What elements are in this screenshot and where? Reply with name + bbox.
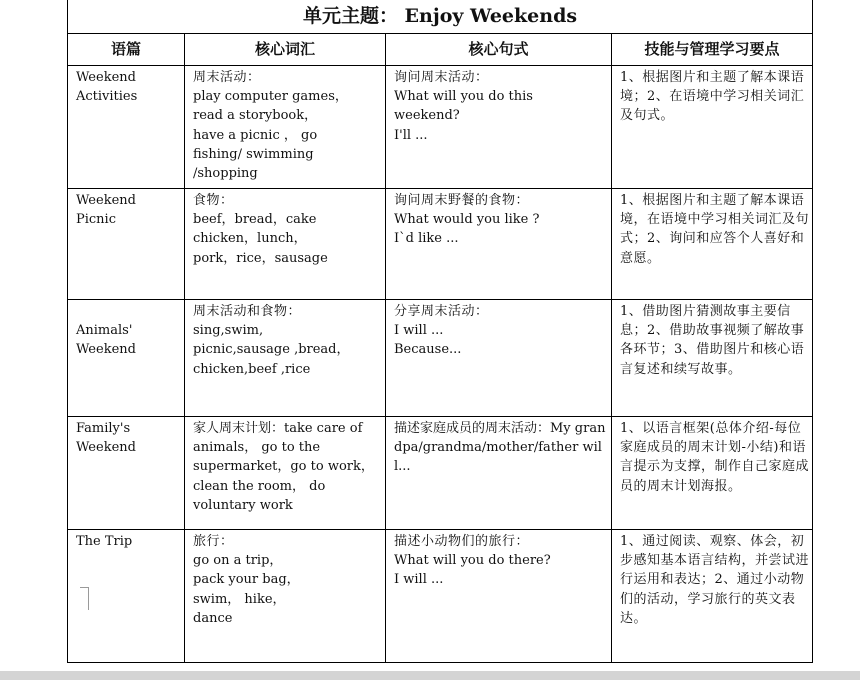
table-row	[68, 417, 813, 530]
points-cell: 1、以语言框架(总体介绍-每位家庭成员的周末计划-小结)和语言提示为支撑，制作自己家庭成员的周末计划海报。	[612, 417, 813, 530]
vocab-cell: 食物： beef，bread，cake chicken，lunch， pork，rice，sausage	[185, 189, 386, 300]
points-cell: 1、借助图片猜测故事主要信息；2、借助故事视频了解故事各环节；3、借助图片和核心语言复述和续写故事。	[612, 300, 813, 417]
vocab-cell: 家人周末计划：take care of animals， go to the supermarket，go to work，clean the room， do voluntary work	[185, 417, 386, 530]
bottom-scroll-bar	[0, 671, 860, 680]
table-row	[68, 189, 813, 300]
header-sentences: 核心句式	[386, 34, 612, 66]
sentences-cell: 分享周末活动： I will ... Because...	[386, 300, 612, 417]
sentences-cell: 询问周末活动： What will you do this weekend? I'll ...	[386, 66, 612, 189]
header-vocab: 核心词汇	[185, 34, 386, 66]
points-cell: 1、根据图片和主题了解本课语境，在语境中学习相关词汇及句式；2、询问和应答个人喜好和意愿。	[612, 189, 813, 300]
points-cell: 1、通过阅读、观察、体会，初步感知基本语言结构，并尝试进行运用和表达；2、通过小动物们的活动，学习旅行的英文表达。	[612, 530, 813, 663]
vocab-cell: 周末活动和食物： sing,swim, picnic,sausage ,bread， chicken,beef ,rice	[185, 300, 386, 417]
sentences-cell: 询问周末野餐的食物： What would you like ? I`d like ...	[386, 189, 612, 300]
lesson-cell: Weekend Activities	[68, 66, 185, 189]
table-row	[68, 530, 813, 663]
table-row	[68, 300, 813, 417]
unit-plan-table	[67, 0, 813, 663]
sentences-cell: 描述家庭成员的周末活动：My grandpa/grandma/mother/father will...	[386, 417, 612, 530]
lesson-cell: The Trip	[68, 530, 185, 663]
header-row	[68, 34, 813, 66]
lesson-cell: Family's Weekend	[68, 417, 185, 530]
table-row	[68, 66, 813, 189]
header-points: 技能与管理学习要点	[612, 34, 813, 66]
header-lesson: 语篇	[68, 34, 185, 66]
vocab-cell: 周末活动： play computer games， read a storybook， have a picnic ， go fishing/ swimming /shopping	[185, 66, 386, 189]
table-title: 单元主题： Enjoy Weekends	[68, 0, 813, 34]
points-cell: 1、根据图片和主题了解本课语境；2、在语境中学习相关词汇及句式。	[612, 66, 813, 189]
lesson-cell: Weekend Picnic	[68, 189, 185, 300]
lesson-cell: Animals' Weekend	[68, 300, 185, 417]
vocab-cell: 旅行： go on a trip， pack your bag， swim， hike， dance	[185, 530, 386, 663]
sentences-cell: 描述小动物们的旅行： What will you do there? I will ...	[386, 530, 612, 663]
